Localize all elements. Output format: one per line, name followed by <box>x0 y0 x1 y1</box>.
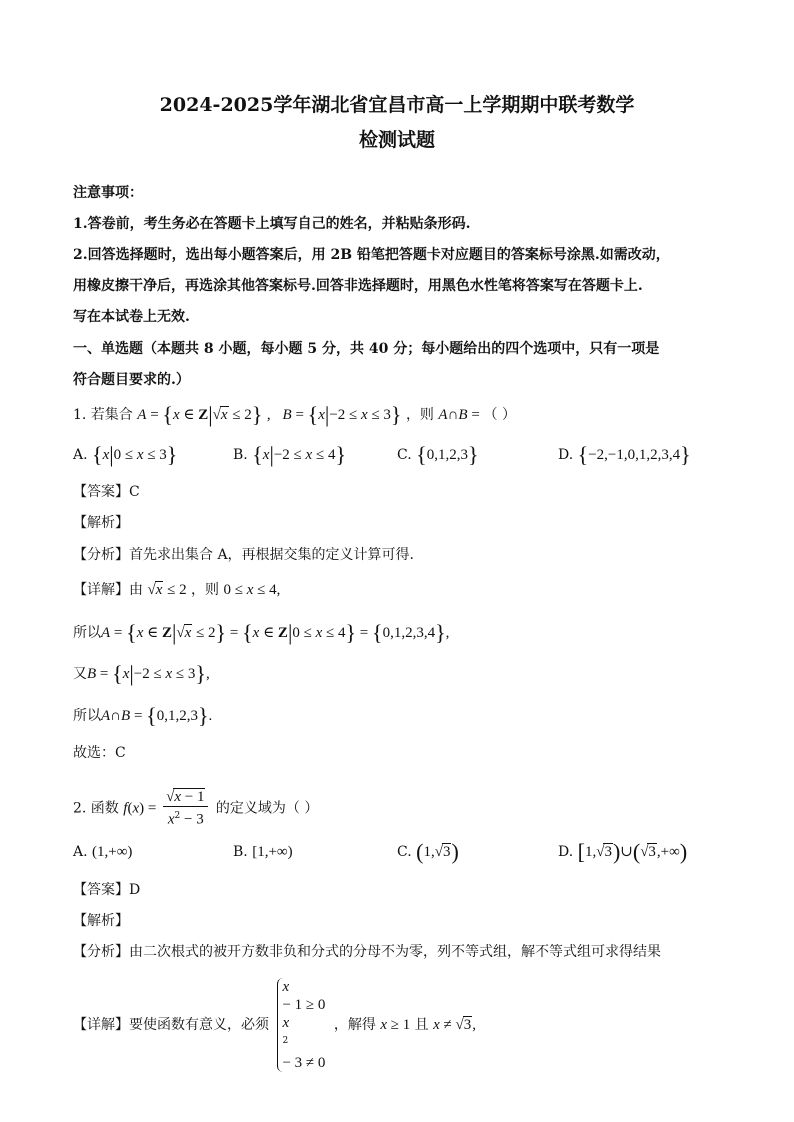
page-subtitle: 检测试题 <box>358 129 435 151</box>
question-2-prefix: 2. 函数 <box>73 800 119 817</box>
function-fraction: $\frac{√x - 1}{x^2 - 3}$ <box>163 788 208 829</box>
question-2-suffix: 的定义域为（ ） <box>215 800 319 817</box>
q2-answer: 【答案】D <box>73 882 141 898</box>
question-1-stem: 1. 若集合 A = {x ∈ Z|√x ≤ 2} , B = {x|−2 ≤ x ≤ 3} ，则 A∩B = （ ） <box>73 402 516 427</box>
page-title: 2024-2025学年湖北省宜昌市高一上学期期中联考数学 <box>159 94 635 116</box>
q2-option-a-label: A. <box>73 844 88 860</box>
q2-option-b[interactable]: B. [1,+∞) <box>233 844 293 860</box>
q2-detail-mid: ，解得 <box>333 1016 376 1033</box>
q1-detail-line-1: 【详解】由 √x ≤ 2 ，则 0 ≤ x ≤ 4, <box>73 582 281 598</box>
question-2-stem: 2. 函数 f(x) = $\frac{√x - 1}{x^2 - 3}$ 的定义域为（ ） <box>73 789 319 828</box>
q1-option-c[interactable]: C. {0,1,2,3} <box>397 442 479 467</box>
q2-option-c[interactable]: C. (1,√3) <box>397 839 459 864</box>
q1-so-2: 所以 <box>73 708 101 724</box>
q1-option-a-label: A. <box>73 447 88 463</box>
q2-analysis-label: 【解析】 <box>73 913 129 929</box>
notice-heading: 注意事项： <box>73 185 143 201</box>
q2-option-d[interactable]: D. [1,√3)∪(√3,+∞) <box>558 839 688 864</box>
set-b-definition: B = {x|−2 ≤ x ≤ 3} <box>282 402 402 427</box>
q1-option-a[interactable]: A. {x|0 ≤ x ≤ 3} <box>73 442 178 467</box>
notice-item-2-line-3: 写在本试卷上无效. <box>73 309 190 325</box>
q2-option-b-label: B. <box>233 844 248 860</box>
q1-choose: 故选：C <box>73 745 126 761</box>
question-1-paren: （ ） <box>483 407 516 423</box>
q1-option-d[interactable]: D. {−2,−1,0,1,2,3,4} <box>558 442 691 467</box>
q1-answer: 【答案】C <box>73 484 140 500</box>
q1-so-1: 所以 <box>73 625 101 641</box>
notice-item-2-line-2: 用橡皮擦干净后，再选涂其他答案标号.回答非选择题时，用黑色水性笔将答案写在答题卡上. <box>73 278 643 294</box>
q1-detail-line-4: 所以A∩B = {0,1,2,3}. <box>73 703 213 728</box>
q2-option-a[interactable]: A. (1,+∞) <box>73 844 133 860</box>
section-heading-line-2: 符合题目要求的.） <box>73 372 190 388</box>
q1-detail-mid: ，则 <box>191 582 220 598</box>
q1-option-b[interactable]: B. {x|−2 ≤ x ≤ 4} <box>233 442 347 467</box>
q1-fenxi: 【分析】首先求出集合 A，再根据交集的定义计算可得. <box>73 547 415 563</box>
q1-option-b-label: B. <box>233 447 248 463</box>
q1-option-d-label: D. <box>558 447 574 463</box>
notice-item-1: 1.答卷前，考生务必在答题卡上填写自己的姓名，并粘贴条形码. <box>73 216 471 232</box>
q1-detail-label: 【详解】由 <box>73 582 143 598</box>
inequality-system: x − 1 ≥ 0 x $^2$ − 3 ≠ 0 <box>277 978 325 1072</box>
q1-detail-line-2: 所以A = {x ∈ Z|√x ≤ 2} = {x ∈ Z|0 ≤ x ≤ 4} = {0,1,2,3,4}, <box>73 620 450 645</box>
question-1-suffix: ，则 <box>405 407 434 423</box>
q2-option-c-label: C. <box>397 844 412 860</box>
q2-fenxi: 【分析】由二次根式的被开方数非负和分式的分母不为零，列不等式组，解不等式组可求得结果 <box>73 944 661 960</box>
q1-also: 又 <box>73 666 87 682</box>
q2-detail-and: 且 <box>414 1016 429 1033</box>
q2-detail-prefix: 【详解】要使函数有意义，必须 <box>73 1016 269 1033</box>
q1-option-c-label: C. <box>397 447 412 463</box>
section-heading-line-1: 一、单选题（本题共 8 小题，每小题 5 分，共 40 分；每小题给出的四个选项中，只有一项是 <box>73 341 660 357</box>
q1-detail-line-3: 又B = {x|−2 ≤ x ≤ 3}, <box>73 661 210 686</box>
q2-detail-line: 【详解】要使函数有意义，必须 x − 1 ≥ 0 x $^2$ − 3 ≠ 0 ，解得 x ≥ 1 且 x ≠ √3, <box>73 979 477 1071</box>
set-a-definition: A = {x ∈ Z|√x ≤ 2} <box>137 402 263 427</box>
question-1-prefix: 1. 若集合 <box>73 407 133 423</box>
q1-analysis-label: 【解析】 <box>73 515 129 531</box>
q2-option-d-label: D. <box>558 844 574 860</box>
notice-item-2-line-1: 2.回答选择题时，选出每小题答案后，用 2B 铅笔把答题卡对应题目的答案标号涂黑.如需改动， <box>73 247 670 263</box>
